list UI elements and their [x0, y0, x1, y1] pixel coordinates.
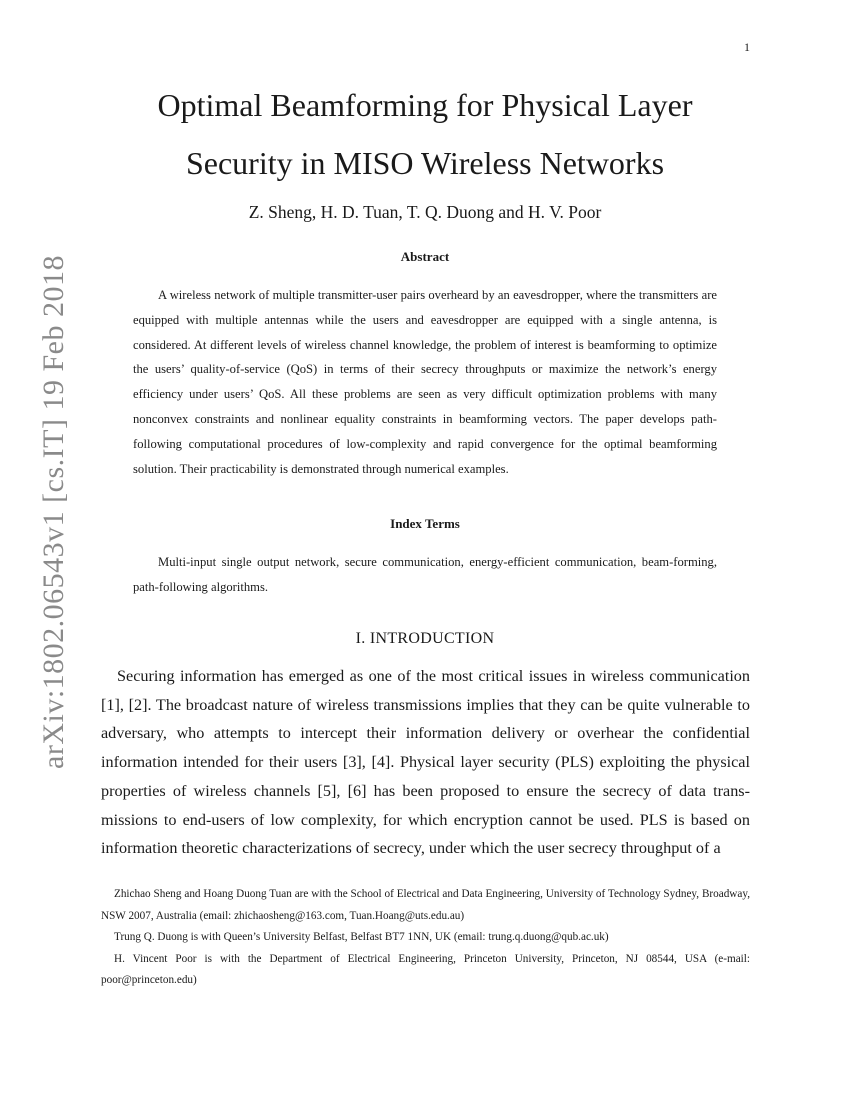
abstract-heading: Abstract	[400, 249, 450, 264]
page-number: 1	[744, 40, 750, 54]
author-list: Z. Sheng, H. D. Tuan, T. Q. Duong and H. V. Poor	[248, 202, 602, 222]
footnote-affiliation-2: Trung Q. Duong is with Queen’s University Belfast, Belfast BT7 1NN, UK (email: trung.q.duong@qub.ac.uk)	[114, 931, 609, 944]
footnotes	[101, 884, 750, 992]
footnote-affiliation-3: H. Vincent Poor is with the Department of Electrical Engineering, Princeton University, Princeton, NJ 08544, USA (e-mail: poor@princeton.edu)	[101, 952, 750, 987]
paper-title-line-1: Optimal Beamforming for Physical Layer	[157, 87, 693, 123]
paper-title	[0, 76, 850, 192]
footnote-affiliation-1: Zhichao Sheng and Hoang Duong Tuan are with the School of Electrical and Data Engineering, University of Technology Sydney, Broadway, NSW 2007, Australia (email: zhichaosheng@163.com, Tuan.Hoang@uts.edu.au)	[101, 888, 750, 922]
introduction-paragraph: Securing information has emerged as one of the most critical issues in wireless communication [1], [2]. The broadcast nature of wireless transmissions implies that they can be quite vulnerable to adversary, who attempts to intercept their information delivery or overhear the confidential information intended for their users [3], [4]. Physical layer security (PLS) exploiting the physical properties of wireless channels [5], [6] has been proposed to ensure the secrecy of data trans-missions to end-users of low complexity, for which encryption cannot be used. PLS is based on information theoretic characterizations of secrecy, under which the user secrecy throughput of a	[101, 667, 750, 858]
index-terms-heading: Index Terms	[390, 516, 460, 531]
paper-title-line-2: Security in MISO Wireless Networks	[185, 145, 665, 181]
introduction-heading: I. INTRODUCTION	[355, 630, 495, 647]
arxiv-identifier-stamp: arXiv:1802.06543v1 [cs.IT] 19 Feb 2018	[37, 255, 70, 769]
index-terms-text: Multi-input single output network, secure communication, energy-efficient communication, beam-forming, path-following algorithms.	[133, 555, 717, 594]
abstract-text: A wireless network of multiple transmitter-user pairs overheard by an eavesdropper, where the transmitters are equipped with multiple antennas while the users and eavesdropper are equipped with a single antenna, is considered. At different levels of wireless channel knowledge, the problem of interest is beamforming to optimize the users’ quality-of-service (QoS) in terms of their secrecy throughputs or maximize the network’s energy efficiency under users’ QoS. All these problems are seen as very difficult optimization problems with many nonconvex constraints and nonlinear equality constraints in beamforming vectors. The paper develops path-following computational procedures of low-complexity and rapid convergence for the optimal beamforming solution. Their practicability is demonstrated through numerical examples.	[133, 288, 717, 476]
